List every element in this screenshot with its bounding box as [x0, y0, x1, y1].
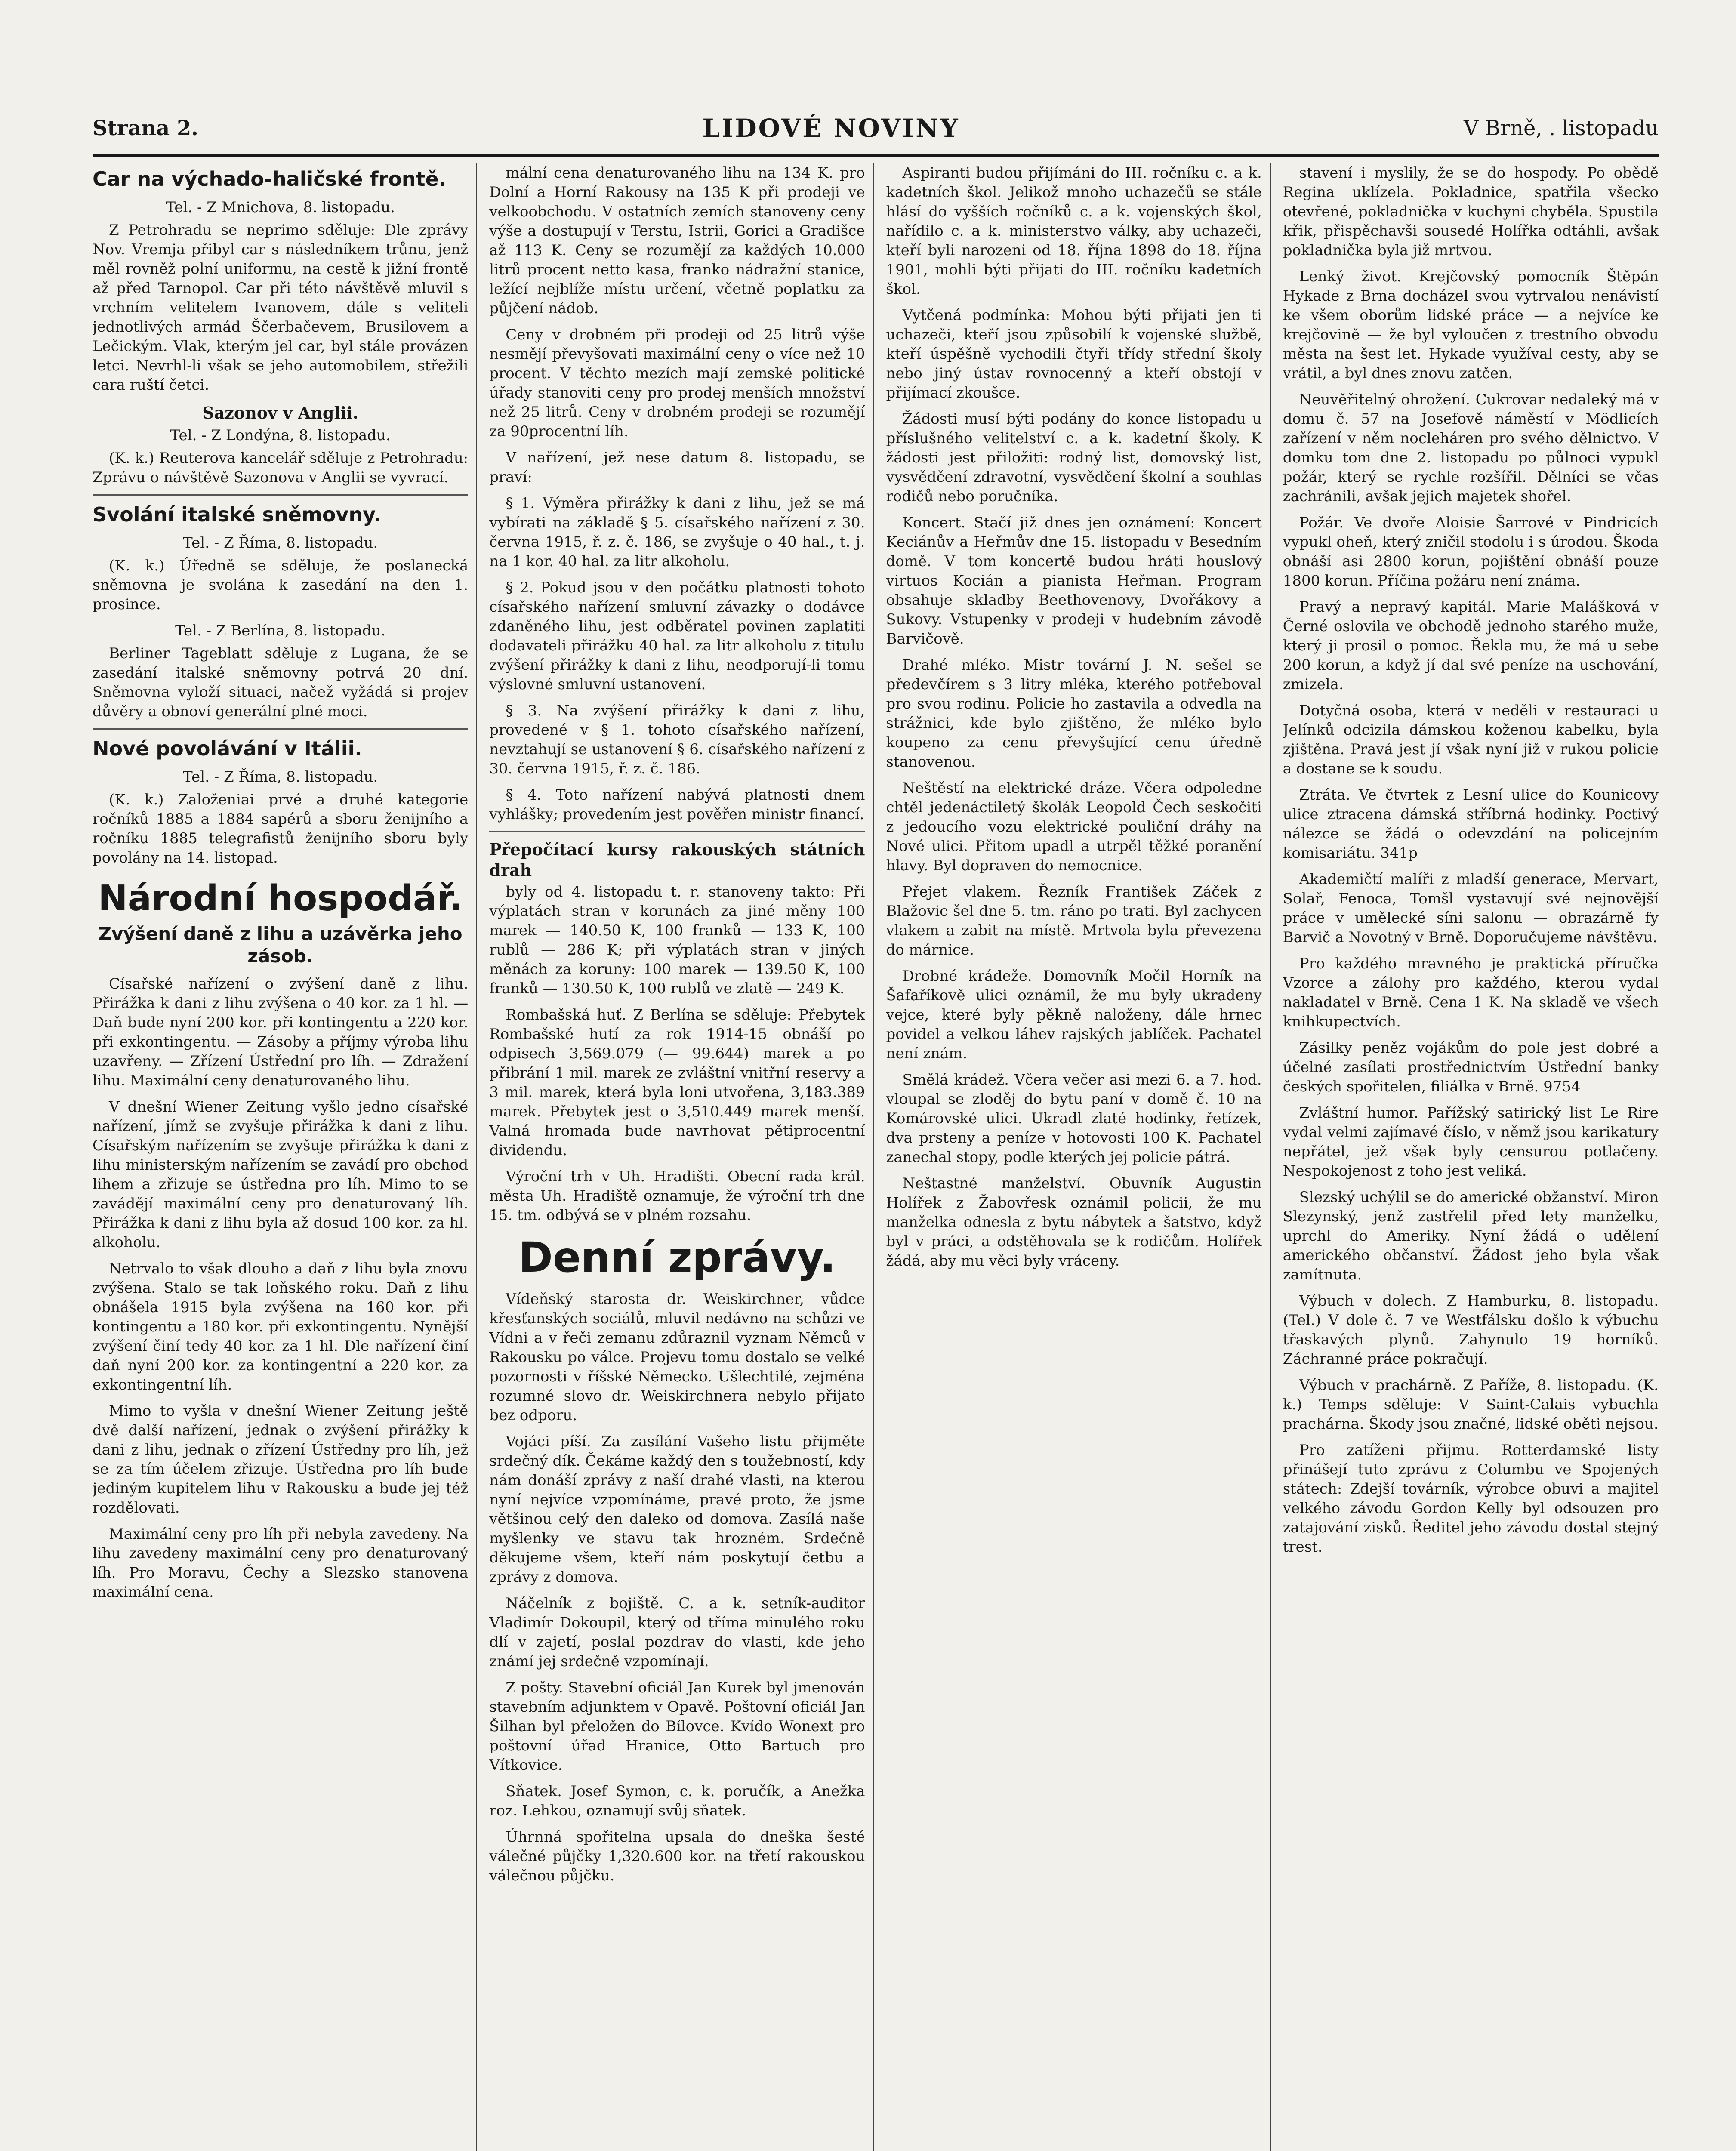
article-text: Úhrnná spořitelna upsala do dneška šesté válečné půjčky 1,320.600 kor. na třetí rakouskou válečnou půjčku.: [489, 1828, 865, 1884]
article-text: § 3. Na zvýšení přirážky k dani z lihu, provedené v § 1. tohoto císařského nařízení, nevztahují se ustanovení § 6. císařského nařízení z 30. června 1915, ř. z. č. 186.: [489, 702, 865, 777]
article-text: V nařízení, jež nese datum 8. listopadu, se praví:: [489, 449, 865, 486]
section-title-economy: Národní hospodář.: [98, 878, 463, 919]
headline: Přepočítací kursy rakouských státních drah: [489, 840, 865, 880]
article-text: Pro zatíženi přijmu. Rotterdamské listy přinášejí tuto zprávu z Columbu ve Spojených státech: Zdejší továrník, výrobce obuvi a majitel velkého závodu Gordon Kelly byl odsouzen pro zatajování zisků. Ředitel jeho závodu dostal stejný trest.: [1283, 1442, 1659, 1556]
article-text: Pro každého mravného je praktická příručka Vzorce a zálohy pro každého, kterou vydal nakladatel v Brně. Cena 1 K. Na skladě ve všech knihkupectvích.: [1283, 955, 1659, 1030]
article-text: § 2. Pokud jsou v den počátku platnosti tohoto císařského nařízení smluvní závazky o dodávce zdaněného lihu, jest odběratel povinen zaplatiti dodavateli přirážku 40 hal. za litr alkoholu z titulu zvýšení přirážky k dani z lihu, neodporují-li tomu výslovné smluvní ustanovení.: [489, 579, 865, 693]
article-text: Vytčená podmínka: Mohou býti přijati jen ti uchazeči, kteří jsou způsobilí k vojenské službě, kteří úspěšně vychodili čtyři třídy střední školy nebo jiný ústav rovnocenný a kteří obstojí v přijímací zkoušce.: [886, 307, 1262, 401]
article-text: Ztráta. Ve čtvrtek z Lesní ulice do Kounicovy ulice ztracena dámská stříbrná hodinky. Poctivý nálezce se žádá o odevzdání na policejním komisariátu. 341p: [1283, 786, 1659, 862]
article-text: Netrvalo to však dlouho a daň z lihu byla znovu zvýšena. Stalo se tak loňského roku. Daň z lihu obnášela 1915 byla zvýšena na 160 kor. při kontingentu a 180 kor. při exkontingentu. Nynější zvýšení činí tedy 40 kor. za 1 hl. Dle nařízení činí daň nyní 200 kor. za kontingentní a 220 kor. za exkontingentní líh.: [93, 1260, 469, 1393]
article-text: Mimo to vyšla v dnešní Wiener Zeitung ještě dvě další nařízení, jednak o zvýšení přirážky k dani z lihu, jednak o zřízení Ústředny pro líh, jež se za tím účelem zřizuje. Ústředna pro líh bude jediným kupitelem lihu v Rakousku a bude jej též rozdělovati.: [93, 1402, 469, 1516]
article-text: (K. k.) Úředně se sděluje, že poslanecká sněmovna je svolána k zasedání na den 1. prosince.: [93, 557, 469, 613]
article-text: byly od 4. listopadu t. r. stanoveny takto: Při výplatách stran v korunách za jiné měny 100 marek — 140.50 K, 100 franků — 133 K, 100 rublů — 286 K; při výplatách stran v jiných měnách za koruny: 100 marek — 139.50 K, 100 franků — 130.50 K, 100 rublů ve zlatě — 249 K.: [489, 883, 865, 997]
article-text: Neštěstí na elektrické dráze. Včera odpoledne chtěl jedenáctiletý školák Leopold Čech seskočiti z jedoucího vozu elektrické pouliční dráhy na Nové ulici. Přitom upadl a utrpěl těžké poranění hlavy. Byl dopraven do nemocnice.: [886, 780, 1262, 874]
article-text: Lenký život. Krejčovský pomocník Štěpán Hykade z Brna docházel svou vytrvalou nenávistí ke všem oborům lidské práce — a nejvíce ke krejčovině — že byl vyloučen z trestního obvodu města na šest let. Hykade využíval cesty, aby se vrátil, a byl dnes znovu zatčen.: [1283, 268, 1659, 382]
article-text: Pravý a nepravý kapitál. Marie Malášková v Černé oslovila ve obchodě jednoho starého muže, který ji prosil o pomoc. Řekla mu, že má u sebe 200 korun, a když jí dal své peníze na uschování, zmizela.: [1283, 598, 1659, 693]
headline: Sazonov v Anglii.: [202, 403, 359, 422]
article-text: Drobné krádeže. Domovník Močil Horník na Šafaříkově ulici oznámil, že mu byly ukradeny vejce, které byly pěkně naloženy, dále hrnec povidel a velkou láhev rajských jablíček. Pachatel není znám.: [886, 968, 1262, 1062]
article-text: Aspiranti budou přijímáni do III. ročníku c. a k. kadetních škol. Jelikož mnoho uchazečů se stále hlásí do vyšších ročníků c. a k. vojenských škol, nařídilo c. a k. ministerstvo války, aby uchazeči, kteří byli narozeni od 18. října 1898 do 18. října 1901, mohli býti přijati do III. ročníku kadetních škol.: [886, 164, 1262, 298]
article-text: Výbuch v dolech. Z Hamburku, 8. listopadu. (Tel.) V dole č. 7 ve Westfálsku došlo k výbuchu třaskavých plynů. Zahynulo 19 horníků. Záchranné práce pokračují.: [1283, 1292, 1659, 1368]
article-text: Maximální ceny pro líh při nebyla zavedeny. Na lihu zavedeny maximální ceny pro denaturovaný líh. Pro Moravu, Čechy a Slezsko stanovena maximální cena.: [93, 1525, 469, 1601]
place-date: V Brně, . listopadu: [1463, 116, 1659, 140]
page-number: Strana 2.: [93, 116, 199, 140]
subheadline: Zvýšení daně z lihu a uzávěrka jeho zásob.: [98, 923, 463, 967]
article-text: Akademičtí malíři z mladší generace, Mervart, Solař, Fenoca, Tomšl vystavují své nejnovější práce v umělecké síni salonu — obrazárně fy Barvič a Novotný v Brně. Doporučujeme návštěvu.: [1283, 871, 1659, 946]
dateline: Tel. - Z Říma, 8. listopadu.: [183, 534, 378, 552]
divider: [489, 831, 865, 832]
headline: Nové povolávání v Itálii.: [93, 737, 362, 760]
article-text: Přejet vlakem. Řezník František Záček z Blažovic šel dne 5. tm. ráno po trati. Byl zachycen vlakem a zabit na místě. Mrtvola byla převezena do márnice.: [886, 883, 1262, 958]
divider: [93, 494, 468, 496]
article-text: Dotyčná osoba, která v neděli v restauraci u Jelínků odcizila dámskou koženou kabelku, byla zjištěna. Pravá jest jí však nyní již v rukou policie a dostane se k soudu.: [1283, 702, 1659, 777]
article-text: Vojáci píší. Za zasílání Vašeho listu přijměte srdečný dík. Čekáme každý den s toužebností, kdy nám donáší zprávy z naší drahé vlasti, na kterou nyní nejvíce vzpomínáme, pravé proto, že jsme většinou celý den daleko od domova. Zasílá naše myšlenky ve stavu tak hrozném. Srdečně děkujeme všem, kteří nám poskytují četbu a zprávy z domova.: [489, 1433, 865, 1586]
headline: Car na výchado-haličské frontě.: [93, 167, 447, 191]
article-text: Neuvěřitelný ohrožení. Cukrovar nedaleký má v domu č. 57 na Josefově náměstí v Mödlicích zařízení v něm nocleháren pro svého dělnictvo. V domku tom dne 2. listopadu po půlnoci vypukl požár, který se rychle rozšířil. Dělníci se včas zachránili, avšak jejich majetek shořel.: [1283, 391, 1659, 505]
article-text: Císařské nařízení o zvýšení daně z lihu. Přirážka k dani z lihu zvýšena o 40 kor. za 1 hl. — Daň bude nyní 200 kor. při kontingentu a 220 kor. při exkontingentu. — Zásoby a příjmy výroba lihu uzavřeny. — Zřízení Ústřední pro líh. — Zdražení lihu. Maximální ceny denaturovaného lihu.: [93, 975, 469, 1089]
newspaper-title: LIDOVÉ NOVINY: [702, 114, 960, 143]
article-text: Vídeňský starosta dr. Weiskirchner, vůdce křesťanských sociálů, mluvil nedávno na schůzi ve Vídni a v řeči zemanu zdůraznil vyznam Němců v Rakousku po válce. Projevu tomu dostalo se velké pozornosti v říšské Německo. Ušlechtilé, zejména rozumné slovo dr. Weiskirchnera nebylo přijato bez odporu.: [489, 1291, 865, 1424]
column-2: [489, 163, 874, 2151]
article-text: Slezský uchýlil se do americké obžanství. Miron Slezynský, jenž zastřelil před lety manželku, uprchl do Ameriky. Nyní žádá o udělení amerického občanství. Žádost jeho byla však zamítnuta.: [1283, 1189, 1659, 1283]
headline: Svolání italské sněmovny.: [93, 503, 382, 526]
article-text: Žádosti musí býti podány do konce listopadu u příslušného velitelství c. a k. kadetní školy. K žádosti jest přiložiti: rodný list, domovský list, vysvědčení zdravotní, vysvědčení školní a souhlas rodičů nebo poručníka.: [886, 410, 1262, 505]
column-3: [886, 163, 1271, 2151]
article-text: Výbuch v prachárně. Z Paříže, 8. listopadu. (K. k.) Temps sděluje: V Saint-Calais vybuchla prachárna. Škody jsou značné, lidské oběti nejsou.: [1283, 1377, 1659, 1433]
dateline: Tel. - Z Berlína, 8. listopadu.: [175, 622, 386, 639]
dateline: Tel. - Z Říma, 8. listopadu.: [183, 768, 378, 786]
article-text: Z Petrohradu se neprimo sděluje: Dle zprávy Nov. Vremja přibyl car s následníkem trůnu, jenž měl rovněž polní uniformu, na cestě k jižní frontě až před Tarnopol. Car při této návštěvě mluvil s vrchním velitelem Ivanovem, dále s veliteli jednotlivých armád Ščerbačevem, Brusilovem a Lečickým. Vlak, kterým jel car, byl stále provázen letci. Nevrhl-li však se jeho automobilem, střežili cara ruští četci.: [93, 222, 469, 394]
article-text: V dnešní Wiener Zeitung vyšlo jedno císařské nařízení, jímž se zvyšuje přirážka k dani z lihu. Císařským nařízením se zvyšuje přirážka k dani z lihu ministerským nařízením se zavádí pro obchod lihem a zřizuje se ústředna pro líh. Mimo to se zavádějí maximální ceny pro denaturovaný líh. Přirážka k dani z lihu byla až dosud 100 kor. za hl. alkoholu.: [93, 1098, 469, 1251]
dateline: Tel. - Z Londýna, 8. listopadu.: [170, 427, 391, 444]
article-text: (K. k.) Reuterova kancelář sděluje z Petrohradu: Zprávu o návštěvě Sazonova v Anglii se vyvrací.: [93, 450, 469, 486]
masthead: [93, 102, 1659, 157]
section-title-daily-news: Denní zprávy.: [518, 1233, 836, 1282]
column-1: [93, 163, 477, 2151]
article-text: Náčelník z bojiště. C. a k. setník-auditor Vladimír Dokoupil, který od tříma minulého roku dlí v zajetí, poslal pozdrav do vlasti, kde jeho známí jej srdečně vzpomínají.: [489, 1595, 865, 1670]
article-text: stavení i myslily, že se do hospody. Po obědě Regina uklízela. Pokladnice, spatřila všecko otevřené, pokladnička v kuchyni chyběla. Spustila křik, přispěchavši sousedé Holířka odtáhli, avšak pokladnička byla již mrtvou.: [1283, 164, 1659, 259]
article-text: Koncert. Stačí již dnes jen oznámení: Koncert Keciánův a Heřmův dne 15. listopadu v Besedním domě. V tom koncertě budou hráti houslový virtuos Kocián a pianista Heřman. Program obsahuje skladby Beethovenovy, Dvořákovy a Sukovy. Vstupenky v prodeji v hudebním závodě Barvičově.: [886, 514, 1262, 647]
article-text: Berliner Tageblatt sděluje z Lugana, že se zasedání italské sněmovny potrvá 20 dní. Sněmovna vyloží situaci, načež vyžádá si projev důvěry a obnoví generální plné moci.: [93, 645, 469, 720]
article-text: § 1. Výměra přirážky k dani z lihu, jež se má vybírati na základě § 5. císařského nařízení z 30. června 1915, ř. z. č. 186, se zvyšuje o 40 hal., t. j. na 1 kor. 40 hal. za litr alkoholu.: [489, 495, 865, 570]
article-text: (K. k.) Založeniai prvé a druhé kategorie ročníků 1885 a 1884 sapérů a sboru ženijního a ročníku 1885 telegrafistů ženijního sboru byly povolány na 14. listopad.: [93, 791, 469, 866]
article-text: Ceny v drobném při prodeji od 25 litrů výše nesmějí převyšovati maximální ceny o více než 10 procent. V těchto mezích mají zemské politické úřady stanoviti ceny pro prodej menších množství než 25 litrů. Ceny v drobném prodeji se rozumějí za 90procentní líh.: [489, 326, 865, 440]
article-text: mální cena denaturovaného lihu na 134 K. pro Dolní a Horní Rakousy na 135 K při prodeji ve velkoobchodu. V ostatních zemích stanoveny ceny výše a dostupují v Terstu, Istrii, Gorici a Gradišce až 113 K. Ceny se rozumějí za každých 10.000 litrů procent netto kasa, franko nádražní stanice, ležící nejblíže místu určení, včetně poplatku za půjčení nádob.: [489, 164, 865, 317]
article-text: Zvláštní humor. Pařížský satirický list Le Rire vydal velmi zajímavé číslo, v němž jsou karikatury nepřátel, jež však byly censurou potlačeny. Nespokojenost z toho jest veliká.: [1283, 1104, 1659, 1180]
article-text: Neštastné manželství. Obuvník Augustin Holířek z Žabovřesk oznámil policii, že mu manželka odnesla z bytu nábytek a šatstvo, když byl v práci, a odstěhovala se k rodičům. Holířek žádá, aby mu věci byly vráceny.: [886, 1175, 1262, 1270]
dateline: Tel. - Z Mnichova, 8. listopadu.: [166, 199, 395, 216]
article-text: Výroční trh v Uh. Hradišti. Obecní rada král. města Uh. Hradiště oznamuje, že výroční trh dne 15. tm. odbývá se v plném rozsahu.: [489, 1168, 865, 1224]
column-4: [1283, 163, 1659, 2151]
columns: [93, 163, 1659, 2151]
article-text: Z pošty. Stavební oficiál Jan Kurek byl jmenován stavebním adjunktem v Opavě. Poštovní oficiál Jan Šilhan byl přeložen do Bílovce. Kvído Wonext pro poštovní úřad Hranice, Otto Bartuch pro Vítkovice.: [489, 1679, 865, 1774]
article-text: Rombašská huť. Z Berlína se sděluje: Přebytek Rombašské hutí za rok 1914-15 obnáší po odpisech 3,569.079 (— 99.644) marek a po přibrání 1 mil. marek ze zvláštní vnitřní reservy a 3 mil. marek, která byla loni utvořena, 3,183.389 marek. Přebytek jest o 3,510.449 marek menší. Valná hromada bude navrhovat pětiprocentní dividendu.: [489, 1006, 865, 1159]
article-text: Požár. Ve dvoře Aloisie Šarrové v Pindricích vypukl oheň, který zničil stodolu i s úrodou. Škoda obnáší asi 2800 korun, pojištění obnáší pouze 1800 korun. Příčina požáru není známa.: [1283, 514, 1659, 589]
article-text: Zásilky peněz vojákům do pole jest dobré a účelné zasílati prostřednictvím Ústřední banky českých spořitelen, filiálka v Brně. 9754: [1283, 1039, 1659, 1095]
article-text: § 4. Toto nařízení nabývá platnosti dnem vyhlášky; provedením jest pověřen ministr financí.: [489, 786, 865, 823]
divider: [93, 728, 468, 730]
article-text: Sňatek. Josef Symon, c. k. poručík, a Anežka roz. Lehkou, oznamují svůj sňatek.: [489, 1783, 865, 1819]
article-text: Drahé mléko. Mistr tovární J. N. sešel se předevčírem s 3 litry mléka, kterého potřeboval pro svou rodinu. Policie ho zastavila a odvedla na strážnici, kde bylo zjištěno, že mléko bylo koupeno za cenu převyšující cenu úředně stanovenou.: [886, 656, 1262, 770]
article-text: Smělá krádež. Včera večer asi mezi 6. a 7. hod. vloupal se zloděj do bytu paní v domě č. 10 na Komárovské ulici. Ukradl zlaté hodinky, řetízek, dva prsteny a peníze v hotovosti 100 K. Pachatel zanechal stopy, podle kterých jej policie pátrá.: [886, 1071, 1262, 1166]
